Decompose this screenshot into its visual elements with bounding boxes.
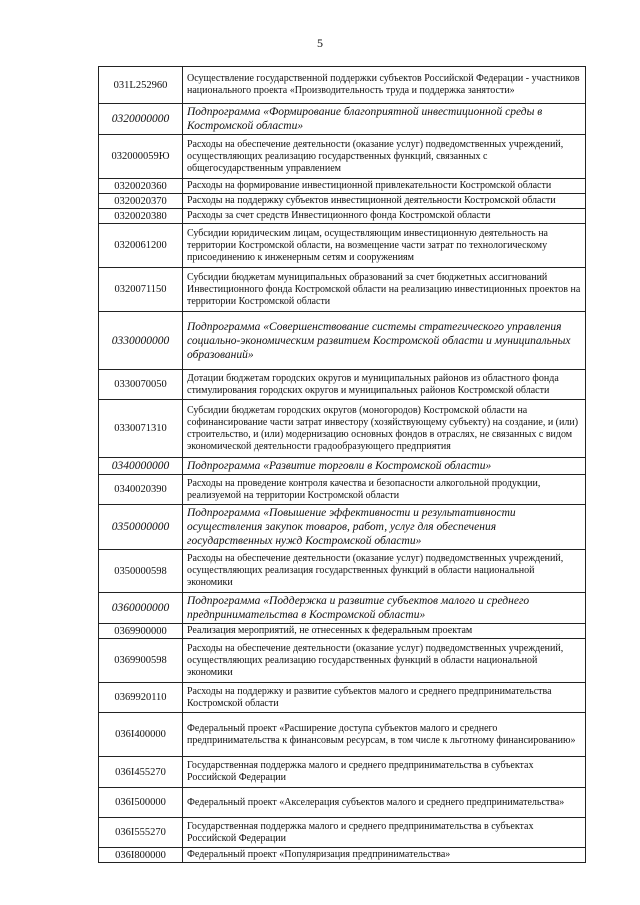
subprogram-row (99, 593, 586, 624)
table-row (99, 757, 586, 788)
description-cell: Расходы на обеспечение деятельности (оказание услуг) подведомственных учреждений, осуществляющих реализацию государственных функций, связанных с общегосударственным управлением (183, 135, 586, 179)
table-row (99, 624, 586, 639)
description-cell: Расходы на проведение контроля качества и безопасности алкогольной продукции, реализуемой на территории Костромской области (183, 475, 586, 505)
table-row (99, 848, 586, 863)
code-cell: 0320020380 (99, 209, 183, 224)
table-row (99, 209, 586, 224)
code-cell: 031L252960 (99, 67, 183, 104)
subprogram-row (99, 104, 586, 135)
code-cell: 0340000000 (99, 458, 183, 475)
code-cell: 0360000000 (99, 593, 183, 624)
description-cell: Дотации бюджетам городских округов и муниципальных районов из областного фонда стимулирования городских округов и муниципальных районов Костромской области (183, 370, 586, 400)
description-cell: Подпрограмма «Совершенствование системы стратегического управления социально-экономическим развитием Костромской области и муниципальных образований» (183, 312, 586, 370)
subprogram-row (99, 312, 586, 370)
code-cell: 0330000000 (99, 312, 183, 370)
page-number: 5 (317, 36, 323, 50)
code-cell: 036I500000 (99, 788, 183, 818)
description-cell: Подпрограмма «Поддержка и развитие субъектов малого и среднего предпринимательства в Костромской области» (183, 593, 586, 624)
subprogram-row (99, 505, 586, 550)
table-row (99, 550, 586, 593)
description-cell: Расходы на формирование инвестиционной привлекательности Костромской области (183, 179, 586, 194)
code-cell: 032000059Ю (99, 135, 183, 179)
table-row (99, 268, 586, 312)
table-row (99, 818, 586, 848)
code-cell: 0369920110 (99, 683, 183, 713)
table-row (99, 135, 586, 179)
code-cell: 0320020370 (99, 194, 183, 209)
description-cell: Подпрограмма «Повышение эффективности и результативности осуществления закупок товаров, работ, услуг для обеспечения государственных нужд Костромской области» (183, 505, 586, 550)
description-cell: Государственная поддержка малого и среднего предпринимательства в субъектах Российской Федерации (183, 757, 586, 788)
code-cell: 0320061200 (99, 224, 183, 268)
description-cell: Реализация мероприятий, не отнесенных к федеральным проектам (183, 624, 586, 639)
description-cell: Государственная поддержка малого и среднего предпринимательства в субъектах Российской Федерации (183, 818, 586, 848)
code-cell: 036I455270 (99, 757, 183, 788)
budget-codes-table (98, 66, 586, 863)
code-cell: 0340020390 (99, 475, 183, 505)
table-row (99, 788, 586, 818)
code-cell: 0369900000 (99, 624, 183, 639)
description-cell: Субсидии бюджетам городских округов (моногородов) Костромской области на софинансирование части затрат инвестору (хозяйствующему субъекту) на создание, и (или) строительство, и (или) модернизацию основных фондов в отраслях, не связанных с видом экономической деятельности градообразующего предприятия (183, 400, 586, 458)
description-cell: Субсидии бюджетам муниципальных образований за счет бюджетных ассигнований Инвестиционного фонда Костромской области на реализацию инвестиционных проектов на территории Костромской области (183, 268, 586, 312)
code-cell: 036I555270 (99, 818, 183, 848)
code-cell: 0330071310 (99, 400, 183, 458)
code-cell: 0350000598 (99, 550, 183, 593)
subprogram-row (99, 458, 586, 475)
description-cell: Федеральный проект «Популяризация предпринимательства» (183, 848, 586, 863)
description-cell: Субсидии юридическим лицам, осуществляющим инвестиционную деятельность на территории Костромской области, на возмещение части затрат по технологическому присоединению к инженерным сетям и сооружениям (183, 224, 586, 268)
code-cell: 0330070050 (99, 370, 183, 400)
description-cell: Федеральный проект «Расширение доступа субъектов малого и среднего предпринимательства к финансовым ресурсам, в том числе к льготному финансированию» (183, 713, 586, 757)
code-cell: 036I400000 (99, 713, 183, 757)
description-cell: Расходы на обеспечение деятельности (оказание услуг) подведомственных учреждений, осуществляющих реализация государственных функций в области национальной экономики (183, 550, 586, 593)
table-row (99, 475, 586, 505)
code-cell: 0350000000 (99, 505, 183, 550)
table-row (99, 224, 586, 268)
code-cell: 0320000000 (99, 104, 183, 135)
description-cell: Федеральный проект «Акселерация субъектов малого и среднего предпринимательства» (183, 788, 586, 818)
code-cell: 0320071150 (99, 268, 183, 312)
description-cell: Расходы на поддержку субъектов инвестиционной деятельности Костромской области (183, 194, 586, 209)
description-cell: Расходы на обеспечение деятельности (оказание услуг) подведомственных учреждений, осуществляющих реализацию государственных функций в области национальной экономики (183, 639, 586, 683)
table-row (99, 400, 586, 458)
table-row (99, 713, 586, 757)
table-row (99, 67, 586, 104)
description-cell: Осуществление государственной поддержки субъектов Российской Федерации - участников национального проекта «Производительность труда и поддержка занятости» (183, 67, 586, 104)
code-cell: 0369900598 (99, 639, 183, 683)
table-row (99, 683, 586, 713)
description-cell: Расходы на поддержку и развитие субъектов малого и среднего предпринимательства Костромской области (183, 683, 586, 713)
description-cell: Подпрограмма «Формирование благоприятной инвестиционной среды в Костромской области» (183, 104, 586, 135)
table-row (99, 179, 586, 194)
code-cell: 036I800000 (99, 848, 183, 863)
table-body (99, 67, 586, 863)
code-cell: 0320020360 (99, 179, 183, 194)
table-row (99, 194, 586, 209)
table-row (99, 370, 586, 400)
description-cell: Расходы за счет средств Инвестиционного фонда Костромской области (183, 209, 586, 224)
table-row (99, 639, 586, 683)
description-cell: Подпрограмма «Развитие торговли в Костромской области» (183, 458, 586, 475)
